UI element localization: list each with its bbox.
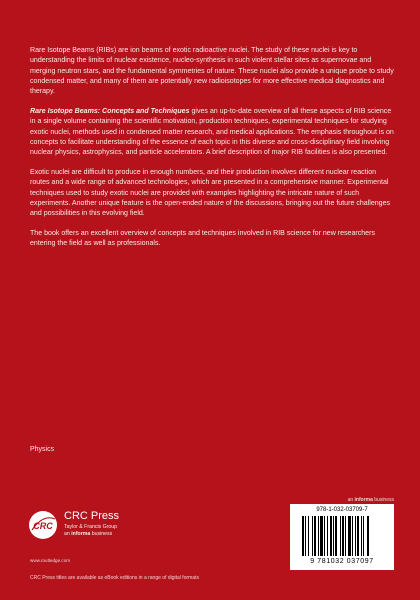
paragraph-overview-text: gives an up-to-date overview of all these aspects of RIB science in a single volume containing the scientific motivation, production techniques, experimental techniques for studying exotic nuclei, methods used in condensed matter research, and medical applications. The emphasis throughout is on concepts to facilitate understanding of the essence of each topic in this diverse and cross-disciplinary field involving nuclear physics, astrophysics, and particle accelerators. A brief description of major RIB facilities is also presented. (30, 107, 394, 157)
tagline-suffix: business (90, 531, 113, 537)
informa-prefix: an (347, 497, 355, 503)
paragraph-audience: The book offers an excellent overview of concepts and techniques involved in RIB science for new researchers entering the field as well as professionals. (30, 229, 375, 248)
ebook-note: CRC Press titles are available as eBook editions in a range of digital formats (30, 575, 199, 581)
informa-business-note (348, 497, 394, 503)
publisher-url[interactable]: www.routledge.com (30, 558, 71, 563)
paragraph-intro: Rare Isotope Beams (RIBs) are ion beams of exotic radioactive nuclei. The study of these nuclei is key to understanding the limits of nuclear existence, nucleo-synthesis in such violent stellar sites as supernovae and merging neutron stars, and the fundamental symmetries of nature. These nuclei also provide a unique probe to study condensed matter, and many of them are potentially new radioisotopes for more effective medical diagnostics and therapy. (30, 47, 394, 96)
book-title-inline: Rare Isotope Beams: Concepts and Techniques (30, 107, 190, 115)
publisher-name: CRC Press (64, 510, 120, 522)
publisher-group: Taylor & Francis Group (64, 524, 118, 530)
barcode-digits: 9 781032 037097 (310, 558, 374, 565)
publisher-tagline (64, 531, 112, 537)
crc-logo-text: CRC (33, 521, 53, 531)
subject-category: Physics (30, 446, 55, 453)
barcode-bars-icon (302, 516, 382, 556)
paragraph-exotic-nuclei: Exotic nuclei are difficult to produce in enough numbers, and their production involves different nuclear reaction routes and a wide range of advanced technologies, which are presented in a comprehensive manner. Experimental techniques used to study exotic nuclei are provided with examples highlighting the intricate nature of such experiments. Another unique feature is the open-ended nature of the discussions, bringing out the future challenges and possibilities in this evolving field. (30, 168, 391, 218)
informa-suffix: business (372, 497, 394, 503)
informa-brand: informa (354, 497, 373, 503)
crc-logo-icon (28, 510, 58, 540)
back-cover-blurb (30, 46, 396, 259)
paragraph-overview (30, 107, 396, 158)
tagline-brand: informa (71, 531, 91, 537)
isbn-barcode (290, 504, 394, 570)
tagline-prefix: an (64, 531, 72, 537)
isbn-number: 978-1-032-03709-7 (316, 507, 368, 513)
